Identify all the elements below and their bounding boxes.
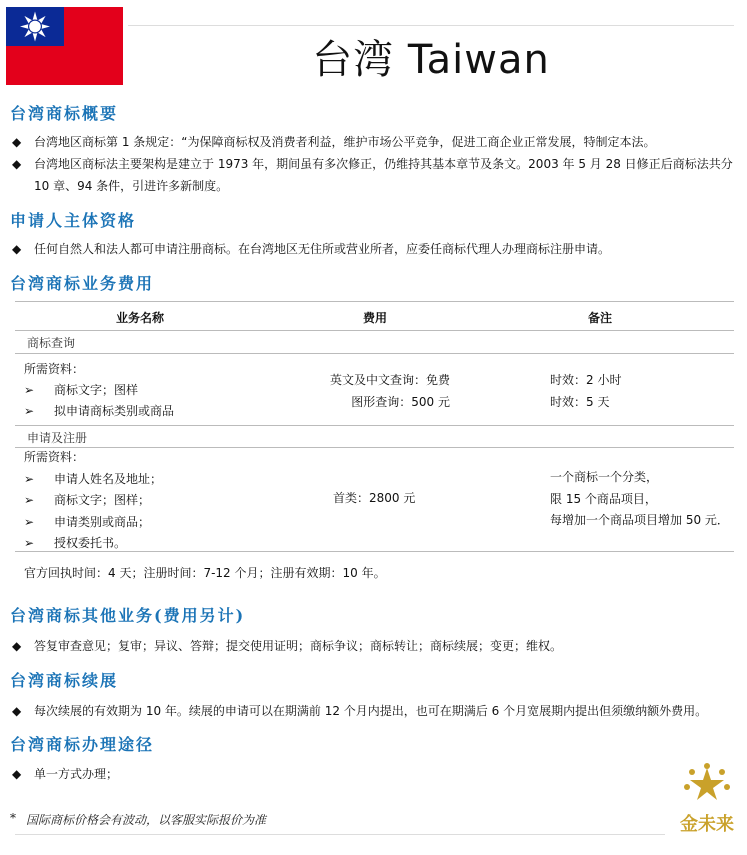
section-heading-route: 台湾商标办理途径 [10,735,155,754]
col-header-name: 业务名称 [115,311,164,325]
search-fees: 英文及中文查询：免费 图形查询：500 元 [329,373,450,409]
table-rule [15,551,734,552]
list-item: ➢ 申请人姓名及地址； [24,469,162,491]
list-item: ◆ 每次续展的有效期为 10 年。续展的申请可以在期满前 12 个月内提出，也可在期满后 6 个月宽展期内提出但须缴纳额外费用。 [12,700,740,722]
header-rule [128,25,734,26]
list-item: ◆ 任何自然人和法人都可申请注册商标。在台湾地区无住所或营业所者，应委任商标代理人办理商标注册申请。 [12,238,740,260]
diamond-bullet-icon: ◆ [12,157,22,171]
star-icon [670,762,744,812]
diamond-bullet-icon: ◆ [12,135,22,149]
arrow-bullet-icon: ➢ [24,514,35,529]
diamond-bullet-icon: ◆ [12,767,22,781]
section-heading-overview: 台湾商标概要 [10,104,119,123]
brand-logo-text: 金未来 [680,814,734,835]
registration-required: 所需资料： ➢ 申请人姓名及地址； ➢ 商标文字；图样； ➢ 申请类别或商品； ➢ 授权委托书。 [24,447,162,555]
list-item: ◆ 台湾地区商标法主要架构是建立于 1973 年，期间虽有多次修正，仍维持其基本章节及条文。2003 年 5 月 28 日修正后商标法共分 [12,153,740,175]
list-item: ➢ 商标文字；图样； [24,490,162,512]
arrow-bullet-icon: ➢ [24,404,35,418]
list-item: ◆ 单一方式办理； [12,763,740,785]
footer-asterisk: * [10,811,16,825]
category-registration: 申请及注册 [27,431,88,445]
diamond-bullet-icon: ◆ [12,639,22,653]
diamond-bullet-icon: ◆ [12,242,22,256]
table-rule [15,425,734,426]
section-heading-other: 台湾商标其他业务(费用另计) [10,606,246,625]
list-item: ➢ 拟申请商标类别或商品 [24,401,174,422]
search-required: 所需资料： ➢ 商标文字；图样 ➢ 拟申请商标类别或商品 [24,359,174,422]
flag-canton [6,7,64,46]
search-notes: 时效：2 小时 时效：5 天 [550,373,622,409]
list-item: ◆ 台湾地区商标第 1 条规定：“为保障商标权及消费者利益，维护市场公平竞争，促进工商企业正常发展，特制定本法。 [12,131,740,153]
arrow-bullet-icon: ➢ [24,493,35,507]
route-list [12,763,740,785]
col-header-note: 备注 [587,311,612,325]
applicant-list [12,238,740,260]
list-item: ➢ 申请类别或商品； [24,512,162,534]
section-heading-applicant: 申请人主体资格 [10,211,137,230]
section-heading-renewal: 台湾商标续展 [10,671,119,690]
list-item: ◆ 答复审查意见；复审；异议、答辩；提交使用证明；商标争议；商标转让；商标续展；变更；维权。 [12,635,740,657]
category-search: 商标查询 [27,336,76,350]
table-rule [15,301,734,302]
arrow-bullet-icon: ➢ [24,383,35,397]
footer-note: 国际商标价格会有波动，以客服实际报价为准 [26,813,267,827]
overview-list [12,131,740,197]
taiwan-flag [6,7,123,85]
registration-notes: 一个商标一个分类， 限 15 个商品项目， 每增加一个商品项目增加 50 元． [550,470,729,527]
footer-rule [15,834,665,835]
diamond-bullet-icon: ◆ [12,704,22,718]
list-item: ➢ 商标文字；图样 [24,380,174,401]
page-title: 台湾 Taiwan [312,37,550,83]
other-list [12,635,740,657]
sun-icon [6,7,64,46]
timeline-text: 官方回执时间：4 天；注册时间：7-12 个月；注册有效期：10 年。 [24,566,386,580]
renewal-list [12,700,740,722]
section-heading-fees: 台湾商标业务费用 [10,274,155,293]
table-rule [15,353,734,354]
arrow-bullet-icon: ➢ [24,471,35,486]
table-rule [15,330,734,331]
col-header-fee: 费用 [362,311,387,325]
registration-fee: 首类：2800 元 [333,491,416,505]
arrow-bullet-icon: ➢ [24,536,35,550]
list-item-continued: 10 章、94 条件，引进许多新制度。 [34,179,229,193]
list-item: ➢ 授权委托书。 [24,533,162,555]
